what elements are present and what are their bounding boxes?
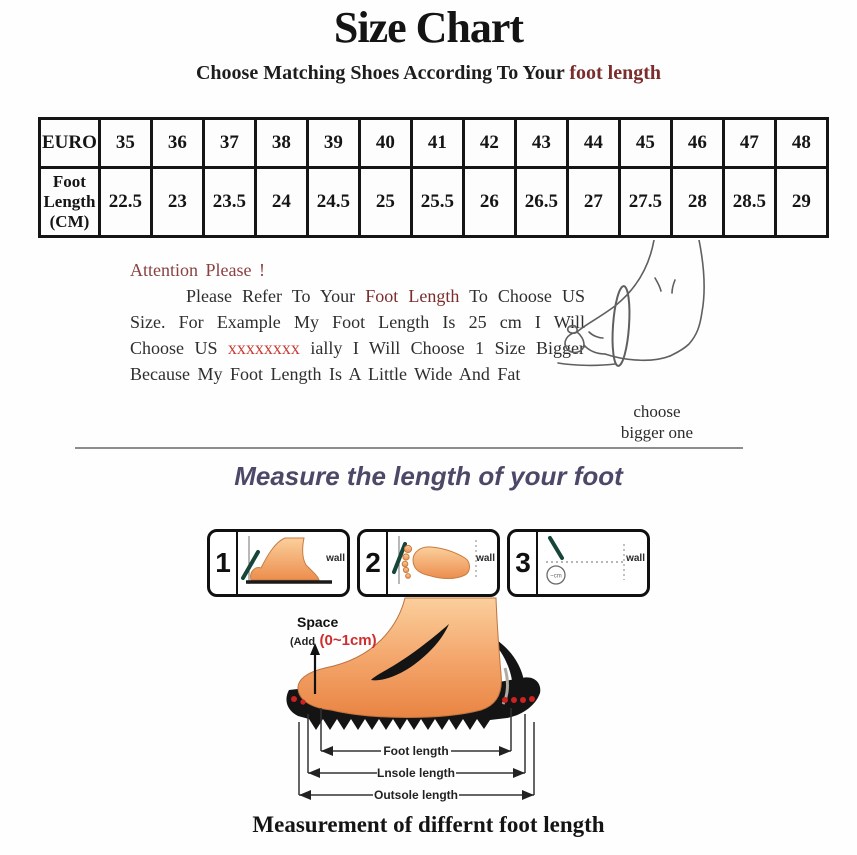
measure-section-heading: Measure the length of your foot xyxy=(234,461,623,491)
toe xyxy=(404,545,411,552)
euro-size-cell: 48 xyxy=(775,119,827,168)
sketch-arch-line xyxy=(589,332,603,338)
bottom-caption: Measurement of differnt foot length xyxy=(252,812,605,837)
euro-size-cell: 46 xyxy=(671,119,723,168)
table-row-foot-length xyxy=(40,168,828,237)
foot-length-cell: 28.5 xyxy=(723,168,775,237)
subtitle-highlight: foot length xyxy=(569,62,662,84)
measuring-steps xyxy=(207,529,650,597)
foot-length-cell: 29 xyxy=(775,168,827,237)
foot-length-cell: 28 xyxy=(671,168,723,237)
space-add-label: (Add xyxy=(290,636,316,648)
sketch-back-leg-line xyxy=(670,240,704,356)
sketch-ankle-mark xyxy=(655,278,661,291)
foot-length-cell: 27 xyxy=(567,168,619,237)
foot-length-cell: 26 xyxy=(463,168,515,237)
toe-marker-dot xyxy=(300,699,305,704)
step-graphic-area xyxy=(388,532,497,594)
step-panel-2 xyxy=(357,529,500,597)
attention-body xyxy=(130,283,585,387)
heel-marker-dot xyxy=(520,697,526,703)
sketch-measuring-loop xyxy=(610,286,632,367)
svg-text:(Add (0~1cm) xyxy=(290,632,377,649)
toe xyxy=(402,561,408,567)
toe xyxy=(403,567,408,572)
foot-length-cell: 24.5 xyxy=(307,168,359,237)
attention-text: To Choose US Size. For Example My Foot Length Is 25 cm I Will Choose US xyxy=(130,286,585,358)
table-row-euro xyxy=(40,119,828,168)
subtitle-text: Choose Matching Shoes According To Your xyxy=(195,62,570,84)
pencil-icon xyxy=(550,538,562,558)
foot-length-cell: 25 xyxy=(359,168,411,237)
euro-size-cell: 44 xyxy=(567,119,619,168)
step-panel-1 xyxy=(207,529,350,597)
attention-redacted-text: xxxxxxxx xyxy=(227,338,300,358)
euro-size-cell: 35 xyxy=(99,119,151,168)
foot-length-cell: 23.5 xyxy=(203,168,255,237)
heel-marker-dot xyxy=(511,697,517,703)
circle-text: ~cm xyxy=(550,573,562,580)
foot-length-cell: 27.5 xyxy=(619,168,671,237)
euro-size-cell: 41 xyxy=(411,119,463,168)
toe xyxy=(406,574,411,579)
space-range-label: (0~1cm) xyxy=(319,632,377,649)
euro-size-cell: 39 xyxy=(307,119,359,168)
foot-length-cell: 26.5 xyxy=(515,168,567,237)
euro-size-cell: 40 xyxy=(359,119,411,168)
heel-marker-dot xyxy=(502,697,508,703)
attention-note xyxy=(130,257,585,387)
space-label: Space xyxy=(297,614,339,630)
euro-size-cell: 37 xyxy=(203,119,255,168)
foot-length-diagram xyxy=(253,596,603,814)
toe xyxy=(403,554,409,560)
attention-text: Please Refer To Your xyxy=(186,286,366,306)
sketch-caption-line: choose xyxy=(633,402,681,421)
foot-length-label-line: Length xyxy=(43,192,96,211)
insole-length-label: Lnsole length xyxy=(377,766,455,780)
euro-size-cell: 47 xyxy=(723,119,775,168)
wall-label: wall xyxy=(326,553,345,564)
foot-measuring-sketch xyxy=(556,240,712,382)
wall-label: wall xyxy=(476,553,495,564)
heel-marker-dot xyxy=(529,696,535,702)
euro-size-cell: 43 xyxy=(515,119,567,168)
sketch-tape-tail xyxy=(558,363,615,365)
attention-text: ially I Will Choose 1 Size Bigger Because My Foot Length Is A Little Wide And Fat xyxy=(130,338,585,384)
foot-length-label: Foot length xyxy=(383,744,449,758)
euro-size-cell: 36 xyxy=(151,119,203,168)
sketch-big-toe xyxy=(565,332,584,352)
sketch-front-leg-line xyxy=(577,240,654,332)
sketch-caption xyxy=(592,401,722,443)
foot-length-cell: 22.5 xyxy=(99,168,151,237)
foot-length-cell: 23 xyxy=(151,168,203,237)
footprint-shape xyxy=(413,547,470,579)
foot-length-row-label xyxy=(40,168,100,237)
foot-length-cell: 25.5 xyxy=(411,168,463,237)
wall-label: wall xyxy=(626,553,645,564)
euro-size-cell: 38 xyxy=(255,119,307,168)
euro-size-cell: 42 xyxy=(463,119,515,168)
euro-row-label: EURO xyxy=(40,119,100,168)
foot-length-label-line: Foot xyxy=(52,172,86,191)
step-graphic-area xyxy=(538,532,647,594)
step-number: 2 xyxy=(360,532,388,594)
page-subtitle xyxy=(0,62,857,85)
foot-length-cell: 24 xyxy=(255,168,307,237)
foot-side-shape xyxy=(251,538,319,580)
step-number: 3 xyxy=(510,532,538,594)
attention-heading: Attention Please ! xyxy=(130,260,265,280)
outsole-length-label: Outsole length xyxy=(374,788,458,802)
step-panel-3 xyxy=(507,529,650,597)
foot-length-label-line: (CM) xyxy=(49,212,90,231)
step-graphic-area xyxy=(238,532,347,594)
sketch-caption-line: bigger one xyxy=(620,423,694,442)
sketch-toe-line xyxy=(584,345,605,354)
sketch-tape-curl xyxy=(568,326,577,333)
section-divider xyxy=(75,447,743,449)
attention-foot-length-highlight: Foot Length xyxy=(365,286,460,306)
toe-marker-dot xyxy=(291,696,297,702)
page-title: Size Chart xyxy=(333,3,524,52)
sketch-ankle-mark xyxy=(672,280,675,293)
size-table xyxy=(38,117,829,238)
step-number: 1 xyxy=(210,532,238,594)
euro-size-cell: 45 xyxy=(619,119,671,168)
